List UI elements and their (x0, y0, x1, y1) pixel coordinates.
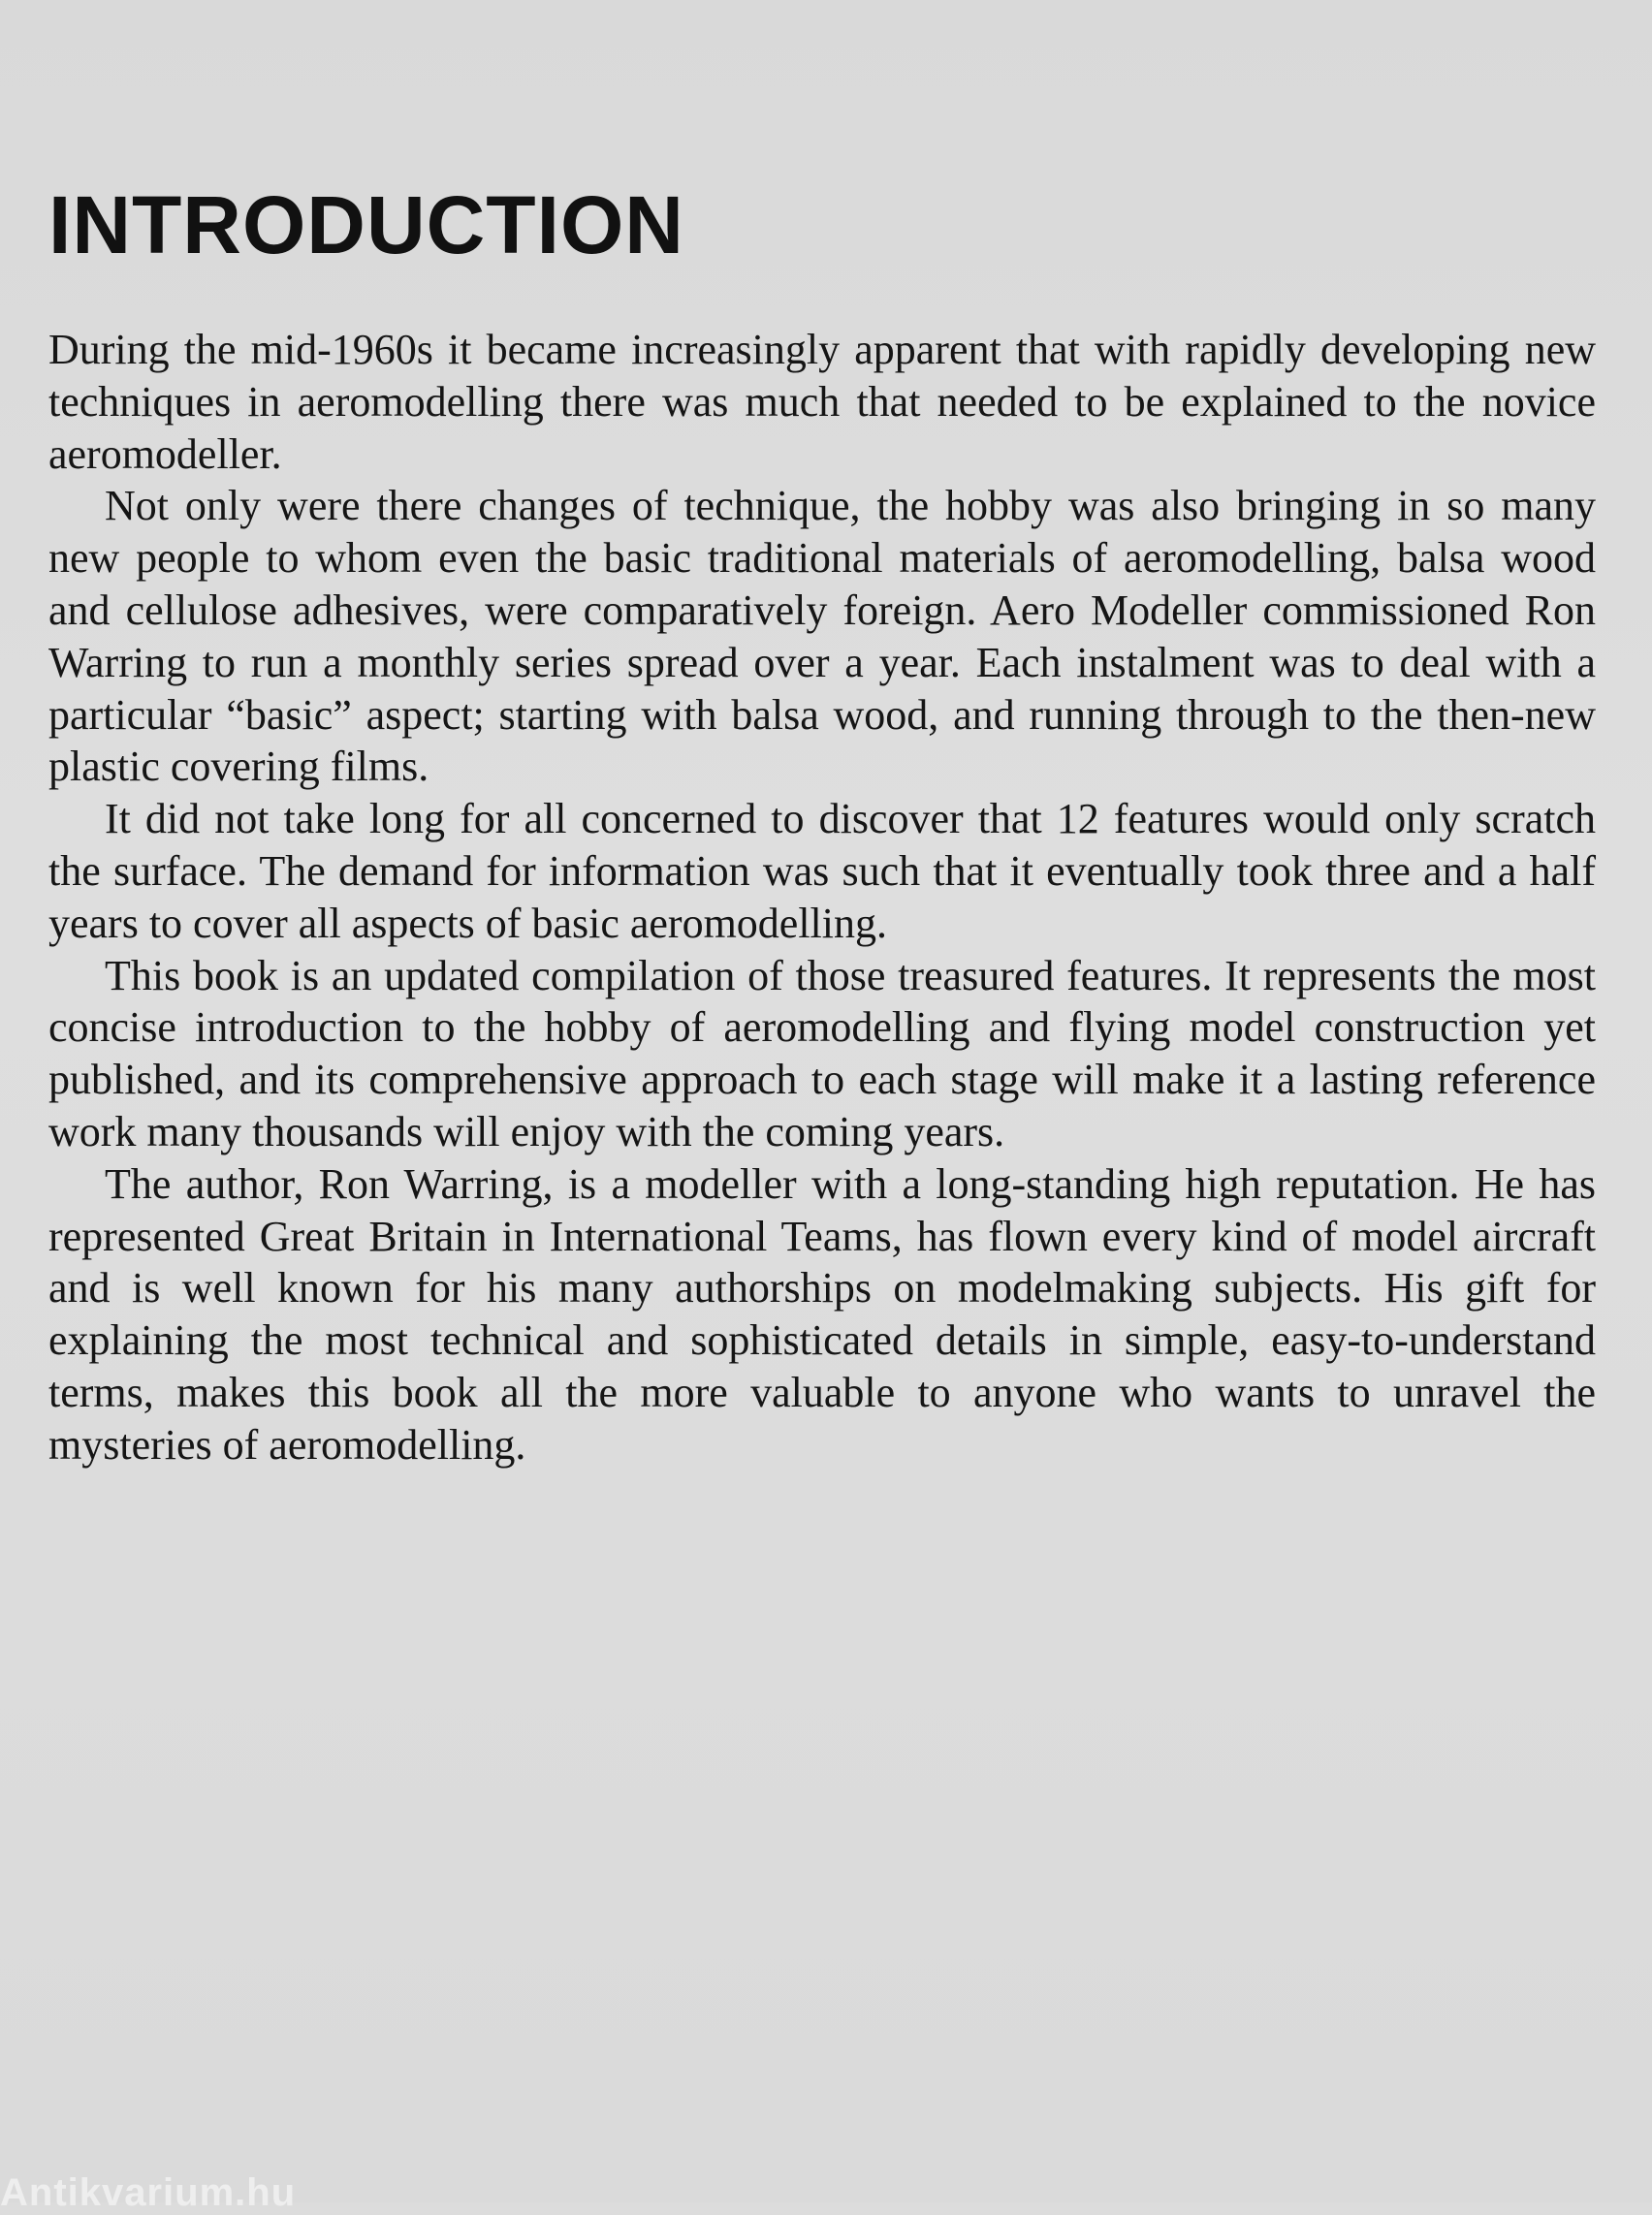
introduction-text (48, 324, 1596, 1471)
watermark: Antikvarium.hu (0, 2171, 297, 2214)
paragraph-3: It did not take long for all concerned to discover that 12 features would only scratch the surface. The demand for information was such that it eventually took three and a half years to cover all aspects of basic aeromodelling. (48, 795, 1596, 947)
paragraph-4: This book is an updated compilation of those treasured features. It represents the most concise introduction to the hobby of aeromodelling and flying model construction yet published, and its comprehensive approach to each stage will make it a lasting reference work many thousands will enjoy with the coming years. (48, 951, 1596, 1155)
paragraph-1: During the mid-1960s it became increasingly apparent that with rapidly developing new techniques in aeromodelling there was much that needed to be explained to the novice aeromodeller. (48, 326, 1596, 478)
paragraph-2: Not only were there changes of technique, the hobby was also bringing in so many new people to whom even the basic traditional materials of aeromodelling, balsa wood and cellulose adhesives, were comparatively foreign. Aero Modeller commissioned Ron Warring to run a monthly series spread over a year. Each instalment was to deal with a particular “basic” aspect; starting with balsa wood, and running through to the then-new plastic covering films. (48, 482, 1596, 791)
page-title: INTRODUCTION (48, 179, 684, 270)
paragraph-5: The author, Ron Warring, is a modeller with a long-standing high reputation. He has represented Great Britain in International Teams, has flown every kind of model aircraft and is well known for his many authorships on modelmaking subjects. His gift for explaining the most technical and sophisticated details in simple, easy-to-understand terms, makes this book all the more valuable to anyone who wants to unravel the mysteries of aeromodelling. (48, 1159, 1596, 1469)
